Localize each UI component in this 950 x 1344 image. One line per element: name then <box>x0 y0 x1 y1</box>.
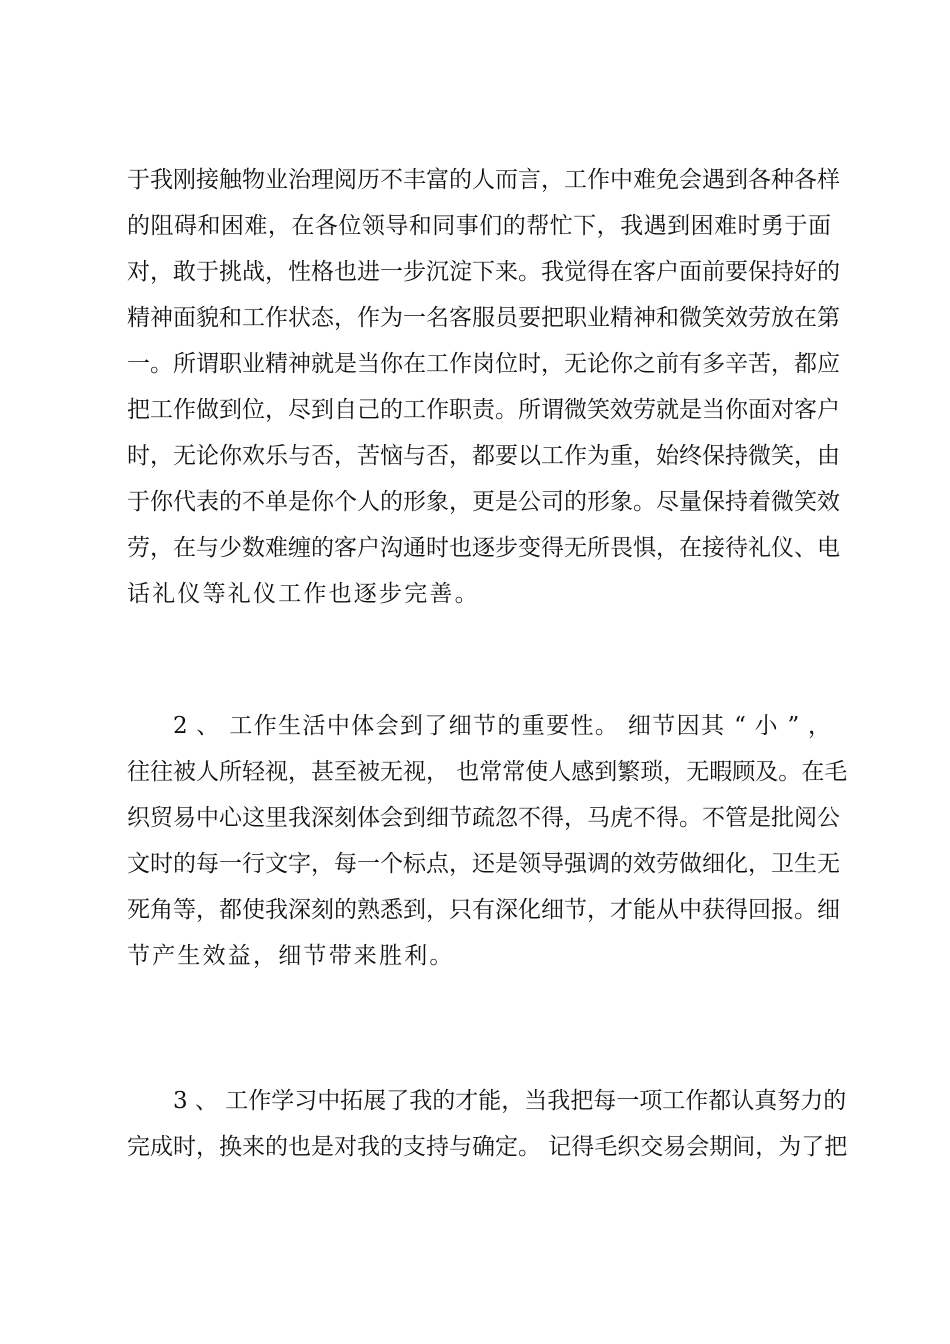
text-line: 织贸易中心这里我深刻体会到细节疏忽不得，马虎不得。不管是批阅公 <box>127 805 840 831</box>
text-line: 精神面貌和工作状态，作为一名客服员要把职业精神和微笑效劳放在第 <box>127 305 840 331</box>
text-line: 劳，在与少数难缠的客户沟通时也逐步变得无所畏惧，在接待礼仪、电 <box>127 535 840 561</box>
text-line: 于我刚接触物业治理阅历不丰富的人而言，工作中难免会遇到各种各样 <box>127 167 840 193</box>
text-line: 文时的每一行文字，每一个标点，还是领导强调的效劳做细化，卫生无 <box>127 851 840 877</box>
text-line: 2 、 工作生活中体会到了细节的重要性。 细节因其 “ 小 ” ， <box>173 713 831 739</box>
text-line: 于你代表的不单是你个人的形象，更是公司的形象。尽量保持着微笑效 <box>127 489 840 515</box>
text-line: 死角等，都使我深刻的熟悉到，只有深化细节，才能从中获得回报。细 <box>127 897 840 923</box>
text-line: 话礼仪等礼仪工作也逐步完善。 <box>127 581 480 607</box>
text-line: 把工作做到位，尽到自己的工作职责。所谓微笑效劳就是当你面对客户 <box>127 397 840 423</box>
text-line: 时，无论你欢乐与否，苦恼与否，都要以工作为重，始终保持微笑，由 <box>127 443 840 469</box>
text-line: 完成时，换来的也是对我的支持与确定。 记得毛织交易会期间，为了把 <box>127 1134 848 1160</box>
paragraph-2 <box>127 703 848 979</box>
text-line: 节产生效益，细节带来胜利。 <box>127 943 455 969</box>
text-line: 3 、 工作学习中拓展了我的才能，当我把每一项工作都认真努力的 <box>173 1088 847 1114</box>
text-line: 一。所谓职业精神就是当你在工作岗位时，无论你之前有多辛苦，都应 <box>127 351 840 377</box>
text-line: 的阻碍和困难，在各位领导和同事们的帮忙下，我遇到困难时勇于面 <box>127 213 831 239</box>
paragraph-1 <box>127 157 840 617</box>
text-line: 往往被人所轻视，甚至被无视， 也常常使人感到繁琐，无暇顾及。在毛 <box>127 759 848 785</box>
text-line: 对，敢于挑战，性格也进一步沉淀下来。我觉得在客户面前要保持好的 <box>127 259 840 285</box>
paragraph-3 <box>127 1078 848 1170</box>
